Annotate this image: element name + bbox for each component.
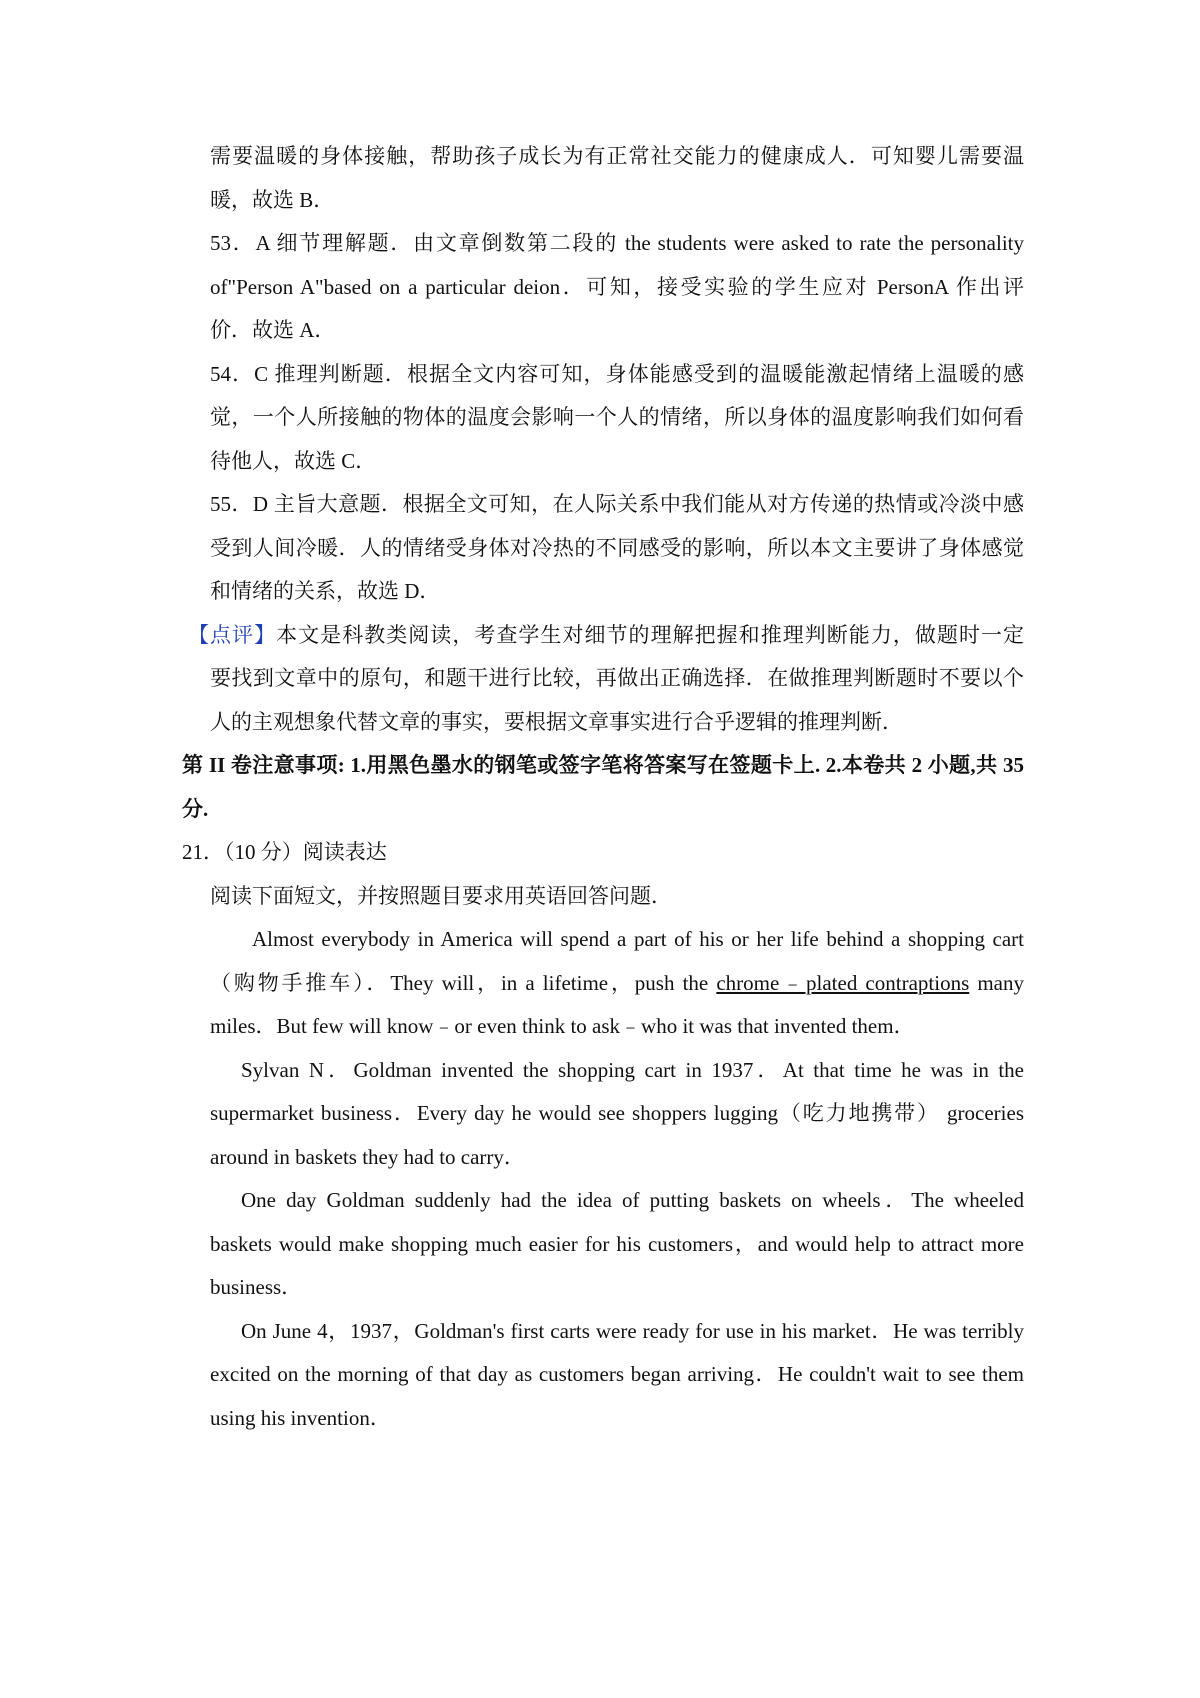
answer-54-line-1: 54．C 推理判断题．根据全文内容可知，身体能感受到的温暖能激起情绪上温暖的感 [210,362,1024,386]
answer-55-line-1: 55．D 主旨大意题．根据全文可知，在人际关系中我们能从对方传递的热情或冷淡中感 [210,492,1024,516]
question-21-instruction: 阅读下面短文，并按照题目要求用英语回答问题． [210,884,672,908]
comment-text: 本文是科教类阅读，考查学生对细节的理解把握和推理判断能力，做题时一定 [276,623,1024,647]
passage-p1-line-1: Almost everybody in America will spend a part of his or her life behind a shopping cart [252,927,1024,951]
answer-52-line-2: 暖，故选 B． [210,188,335,212]
passage-p1-line-3: miles．But few will know﹣or even think to ask﹣who it was that invented them． [210,1014,915,1038]
passage-p3-line-2: baskets would make shopping much easier for his customers，and would help to attract more [210,1232,1024,1256]
answer-53-line-2: of"Person A"based on a particular deion．可知，接受实验的学生应对 PersonA 作出评 [210,275,1024,299]
passage-p2-line-3: around in baskets they had to carry． [210,1145,525,1169]
section-ii-notice-line-2: 分. [182,797,209,821]
answer-52-line-1: 需要温暖的身体接触，帮助孩子成长为有正常社交能力的健康成人．可知婴儿需要温 [210,144,1024,168]
comment-line-1 [188,621,1024,649]
comment-line-3: 人的主观想象代替文章的事实，要根据文章事实进行合乎逻辑的推理判断． [210,710,903,734]
passage-p1-line-2-a: （购物手推车）．They will，in a lifetime，push the [210,971,717,995]
comment-tag: 【点评】 [188,623,277,647]
answer-54-line-2: 觉，一个人所接触的物体的温度会影响一个人的情绪，所以身体的温度影响我们如何看 [210,405,1024,429]
comment-line-2: 要找到文章中的原句，和题干进行比较，再做出正确选择．在做推理判断题时不要以个 [210,666,1024,690]
passage-p3-line-1: One day Goldman suddenly had the idea of putting baskets on wheels．The wheeled [241,1188,1024,1212]
answer-53-line-3: 价．故选 A． [210,318,336,342]
passage-p3-line-3: business． [210,1275,303,1299]
passage-p1-line-2-b: many [969,971,1025,995]
answer-55-line-3: 和情绪的关系，故选 D． [210,579,441,603]
passage-p2-line-1: Sylvan N．Goldman invented the shopping cart in 1937．At that time he was in the [241,1058,1024,1082]
answer-55-line-2: 受到人间冷暖．人的情绪受身体对冷热的不同感受的影响，所以本文主要讲了身体感觉 [210,536,1024,560]
answer-54-line-3: 待他人，故选 C． [210,449,377,473]
passage-p4-line-2: excited on the morning of that day as customers began arriving．He couldn't wait to see them [210,1362,1024,1386]
passage-p4-line-3: using his invention． [210,1406,391,1430]
question-21-title: 21．（10 分）阅读表达 [182,840,387,864]
passage-p4-line-1: On June 4，1937，Goldman's first carts were ready for use in his market．He was terribly [241,1319,1024,1343]
section-ii-notice-line-1: 第 II 卷注意事项: 1.用黑色墨水的钢笔或签字笔将答案写在签题卡上. 2.本卷共 2 小题,共 35 [182,753,1024,777]
passage-p1-line-2 [210,969,1024,997]
underlined-phrase: chrome﹣plated contraptions [716,971,970,995]
passage-p2-line-2: supermarket business．Every day he would see shoppers lugging（吃力地携带） groceries [210,1101,1024,1125]
answer-53-line-1: 53．A 细节理解题．由文章倒数第二段的 the students were asked to rate the personality [210,231,1024,255]
